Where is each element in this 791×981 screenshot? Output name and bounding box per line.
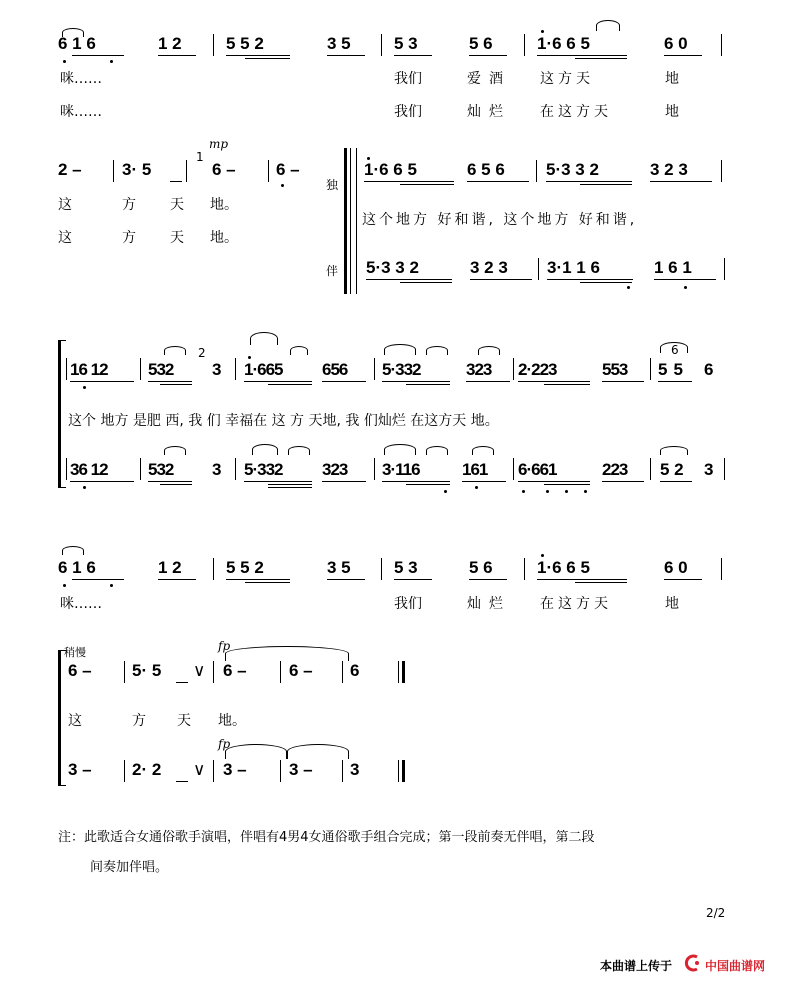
lyric: 灿烂 [467, 596, 511, 612]
lyric: 天 [170, 230, 184, 246]
footnote-line: 间奏加伴唱。 [90, 860, 169, 875]
note-group: 16 12 [70, 360, 108, 379]
lyric: 这 [68, 713, 82, 729]
note-group: 1 2 [158, 34, 182, 53]
lyric: 我们 [394, 71, 422, 87]
note-group: 1·6 6 5 [537, 34, 590, 53]
lyric: 我们 [394, 104, 422, 120]
note-group: 532 [148, 460, 174, 479]
note-group: 6 – [68, 661, 92, 680]
note-group: 5 3 [394, 558, 418, 577]
note-group: 532 [148, 360, 174, 379]
note-group: 5·3 3 2 [546, 160, 599, 179]
grace-note: 1 [196, 150, 204, 164]
site-name[interactable]: 中国曲谱网 [705, 959, 766, 973]
lyric: 咪…… [60, 596, 102, 612]
note-group: 3 [350, 760, 360, 779]
lyric: 地。 [210, 197, 238, 213]
note-group: 3· 5 [122, 160, 152, 179]
note-group: 5·332 [382, 360, 421, 379]
breath-mark: ∨ [193, 760, 206, 779]
note-group: 5 6 [469, 34, 493, 53]
note-group: 1·6 6 5 [364, 160, 417, 179]
note-group: 6 – [276, 160, 300, 179]
lyric: 天 [177, 713, 191, 729]
lyric: 地 [665, 104, 679, 120]
lyric: 方 [122, 197, 136, 213]
note-group: 5·332 [244, 460, 283, 479]
lyric: 我们 [394, 596, 422, 612]
note-group: 223 [602, 460, 628, 479]
note-group: 6 0 [664, 34, 688, 53]
note-group: 161 [462, 460, 488, 479]
note-group: 1·665 [244, 360, 283, 379]
note-group: 6 – [223, 661, 247, 680]
note-group: 6 5 6 [467, 160, 505, 179]
lyric: 灿烂 [467, 104, 511, 120]
note-group: 1·6 6 5 [537, 558, 590, 577]
lyric: 咪…… [60, 71, 102, 87]
note-group: 3 5 [327, 34, 351, 53]
note-group: 3·1 1 6 [547, 258, 600, 277]
dynamic-mark: mp [209, 137, 229, 151]
lyric: 地 [665, 596, 679, 612]
note-group: 55 [658, 360, 689, 379]
solo-label: 独 [326, 178, 339, 192]
note-group: 6·661 [518, 460, 557, 479]
note-group: 5 5 2 [226, 558, 264, 577]
note-group: 656 [322, 360, 348, 379]
note-group: 3 [704, 460, 714, 479]
dynamic-mark: fp [218, 639, 231, 653]
lyric: 咪…… [60, 104, 102, 120]
note-group: 1 6 1 [654, 258, 692, 277]
lyric: 这 [58, 197, 72, 213]
lyric: 在这方天 [540, 104, 612, 120]
note-group: 3·116 [382, 460, 420, 479]
lyric: 地。 [210, 230, 238, 246]
note-group: 5 5 2 [226, 34, 264, 53]
note-group: 5· 5 [132, 661, 162, 680]
note-group: 6 [350, 661, 360, 680]
dynamic-mark: fp [218, 737, 231, 751]
upload-text: 本曲谱上传于 [600, 959, 673, 973]
note-group: 6 [704, 360, 714, 379]
note-group: 5 6 [469, 558, 493, 577]
breath-mark: ∨ [193, 661, 206, 680]
site-logo-icon [683, 954, 703, 972]
tuplet-mark: 6 [671, 343, 679, 357]
grace-note: 2 [198, 346, 206, 360]
note-group: 3 [212, 460, 222, 479]
lyric: 地。 [218, 713, 246, 729]
lyric: 在这方天 [540, 596, 612, 612]
note-group: 3 2 3 [650, 160, 688, 179]
note-group: 3 – [68, 760, 92, 779]
note-group: 6 – [289, 661, 313, 680]
note-group: 3 – [289, 760, 313, 779]
lyric: 这 [58, 230, 72, 246]
note-group: 2·223 [518, 360, 557, 379]
lyric: 方 [132, 713, 146, 729]
note-group: 323 [466, 360, 492, 379]
note-group: 3 5 [327, 558, 351, 577]
note-group: 5 3 [394, 34, 418, 53]
note-group: 553 [602, 360, 628, 379]
note-group: 2· 2 [132, 760, 162, 779]
lyric: 地 [665, 71, 679, 87]
tempo-mark: 稍慢 [64, 646, 86, 659]
lyric: 爱酒 [467, 71, 511, 87]
note-group: 323 [322, 460, 348, 479]
footnote-line: 注：此歌适合女通俗歌手演唱，伴唱有4男4女通俗歌手组合完成；第一段前奏无伴唱，第二段 [58, 830, 595, 845]
note-group: 6 – [212, 160, 236, 179]
lyric: 天 [170, 197, 184, 213]
note-group: 5 2 [660, 460, 684, 479]
note-group: 6 0 [664, 558, 688, 577]
note-group: 3 [212, 360, 222, 379]
lyric: 方 [122, 230, 136, 246]
accompaniment-label: 伴 [326, 264, 339, 278]
note-group: 6 1 6 [58, 34, 96, 53]
note-group: 3 – [223, 760, 247, 779]
lyric: 这方天 [540, 71, 594, 87]
note-group: 1 2 [158, 558, 182, 577]
note-group: 2 – [58, 160, 82, 179]
note-group: 36 12 [70, 460, 108, 479]
solo-lyric: 这个地方 好和谐, 这个地方 好和谐, [362, 212, 638, 228]
lyric-line: 这个 地方 是肥 西, 我 们 幸福在 这 方 天地, 我 们灿烂 在这方天 地。 [68, 413, 499, 429]
note-group: 5·3 3 2 [366, 258, 419, 277]
note-group: 6 1 6 [58, 558, 96, 577]
page-number: 2/2 [706, 906, 726, 920]
note-group: 3 2 3 [470, 258, 508, 277]
